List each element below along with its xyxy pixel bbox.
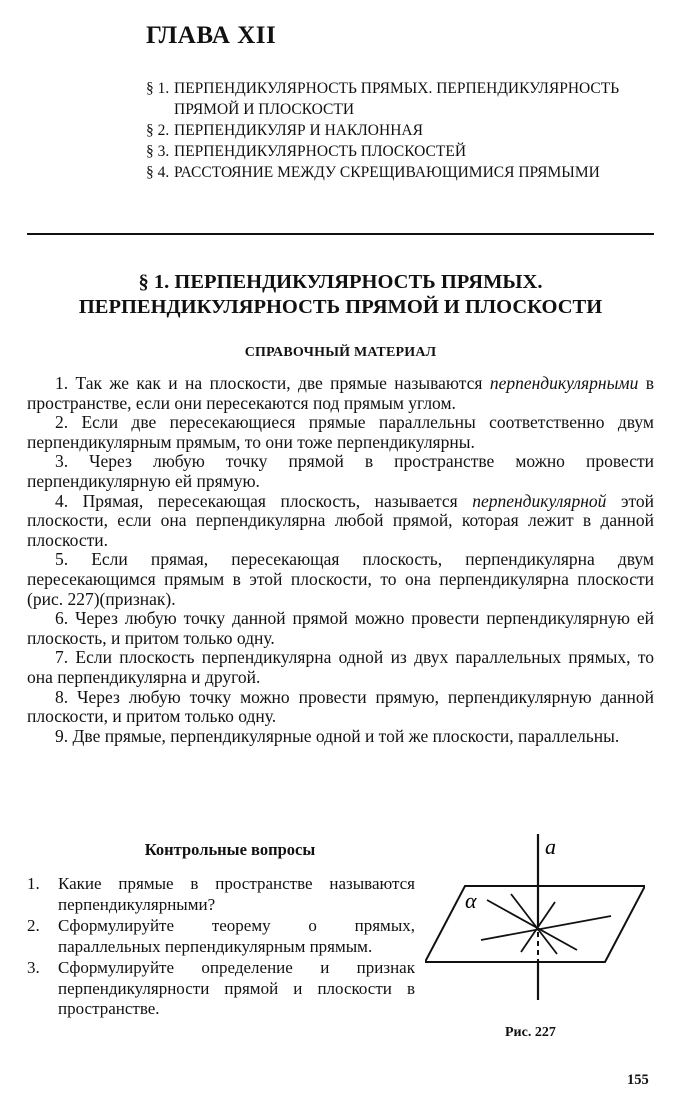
chapter-title: ГЛАВА XII <box>146 22 277 49</box>
toc-item-text: ПЕРПЕНДИКУЛЯРНОСТЬ ПРЯМЫХ. ПЕРПЕНДИКУЛЯРНОСТЬ ПРЯМОЙ И ПЛОСКОСТИ <box>174 80 620 118</box>
reference-paragraph <box>27 492 654 551</box>
line-label-a: a <box>545 834 556 859</box>
question-item <box>27 874 415 915</box>
paragraph-text: 2. Если две пересекающиеся прямые параллельны соответственно двум перпендикулярным прямым, то они тоже перпендикулярны. <box>27 412 654 452</box>
term-italic: перпендикулярной <box>472 490 607 511</box>
section-title-line: ПЕРПЕНДИКУЛЯРНОСТЬ ПРЯМОЙ И ПЛОСКОСТИ <box>78 296 603 318</box>
question-text: Сформулируйте определение и признак перпендикулярности прямой и плоскости в пространстве. <box>58 958 415 1018</box>
toc-item-text: ПЕРПЕНДИКУЛЯРНОСТЬ ПЛОСКОСТЕЙ <box>174 143 467 160</box>
plane-label-alpha: α <box>465 888 477 913</box>
toc-item <box>146 78 646 120</box>
paragraph-text: 9. Две прямые, перпендикулярные одной и той же плоскости, параллельны. <box>55 725 620 746</box>
toc-item-number: § 3. <box>146 143 170 160</box>
reference-paragraph <box>27 550 654 609</box>
paragraph-text: в пространстве, если они пересекаются под прямым углом. <box>27 373 655 413</box>
term-italic: перпендикулярными <box>489 373 639 393</box>
reference-paragraph <box>27 452 654 491</box>
question-item <box>27 958 415 1020</box>
reference-paragraph <box>27 609 654 648</box>
question-text: Сформулируйте теорему о прямых, параллельных перпендикулярным прямым. <box>58 916 415 956</box>
questions-list <box>27 874 415 1021</box>
paragraph-text: 1. Так же как и на плоскости, две прямые называются <box>55 373 490 393</box>
paragraph-text: 6. Через любую точку данной прямой можно провести перпендикулярную ей плоскость, и притом только одну. <box>27 608 654 648</box>
section-title <box>27 270 654 320</box>
paragraph-text: 8. Через любую точку можно провести прямую, перпендикулярную данной плоскости, и притом только одну. <box>27 686 654 727</box>
figure-caption: Рис. 227 <box>505 1025 556 1040</box>
reference-paragraph <box>27 727 654 747</box>
section-divider <box>27 233 654 235</box>
reference-paragraph <box>27 413 654 452</box>
reference-paragraph <box>27 374 654 413</box>
toc-item-number: § 1. <box>146 80 170 97</box>
paragraph-text: этой плоскости, если она перпендикулярна любой прямой, которая лежит в данной плоскости. <box>27 490 654 550</box>
page-number: 155 <box>627 1072 649 1088</box>
section-title-line: § 1. ПЕРПЕНДИКУЛЯРНОСТЬ ПРЯМЫХ. <box>138 271 543 293</box>
reference-paragraph <box>27 648 654 687</box>
toc-item-number: § 4. <box>146 164 170 181</box>
toc-item <box>146 120 646 141</box>
paragraph-text: 3. Через любую точку прямой в пространстве можно провести перпендикулярную ей прямую. <box>27 451 654 491</box>
paragraph-text: 4. Прямая, пересекающая плоскость, называется <box>55 490 473 511</box>
plane-line <box>511 894 557 954</box>
question-text: Какие прямые в пространстве называются перпендикулярными? <box>58 874 415 914</box>
toc-item-text: ПЕРПЕНДИКУЛЯР И НАКЛОННАЯ <box>174 122 423 139</box>
reference-paragraph <box>27 688 654 727</box>
questions-heading: Контрольные вопросы <box>144 840 316 859</box>
figure-227 <box>425 832 645 1022</box>
toc-item-number: § 2. <box>146 122 170 139</box>
plane-line <box>481 916 611 940</box>
toc-item <box>146 162 646 183</box>
question-number: 3. <box>27 958 40 977</box>
toc-item-text: РАССТОЯНИЕ МЕЖДУ СКРЕЩИВАЮЩИМИСЯ ПРЯМЫМИ <box>174 164 600 181</box>
table-of-contents <box>146 78 646 183</box>
reference-list <box>27 374 654 746</box>
reference-heading: СПРАВОЧНЫЙ МАТЕРИАЛ <box>244 345 437 360</box>
question-number: 1. <box>27 874 40 893</box>
paragraph-text: 7. Если плоскость перпендикулярна одной из двух параллельных прямых, то она перпендикулярна и другой. <box>27 647 654 687</box>
question-item <box>27 916 415 957</box>
paragraph-text: 5. Если прямая, пересекающая плоскость, перпендикулярна двум пересекающимся прямым в этой плоскости, то она перпендикулярна плоскости (рис. 227)(признак). <box>27 549 654 609</box>
question-number: 2. <box>27 916 40 935</box>
toc-item <box>146 141 646 162</box>
